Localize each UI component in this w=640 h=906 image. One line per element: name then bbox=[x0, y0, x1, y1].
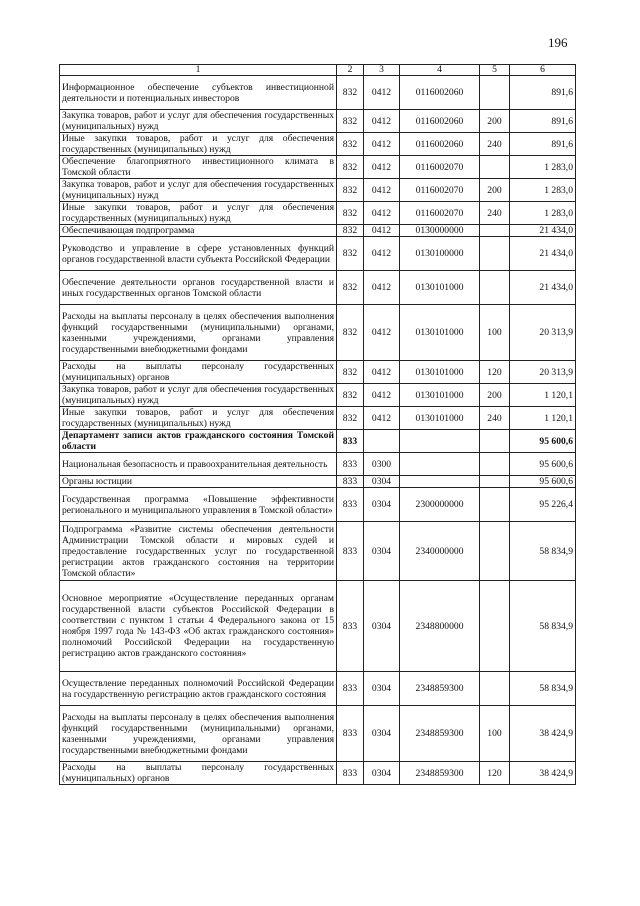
row-col4-cell: 2348800000 bbox=[400, 581, 480, 672]
row-name-cell: Органы юстиции bbox=[60, 476, 337, 488]
row-name-cell: Национальная безопасность и правоохранительная деятельность bbox=[60, 453, 337, 476]
row-amount-cell: 1 283,0 bbox=[510, 179, 576, 202]
row-col5-cell: 120 bbox=[480, 762, 510, 785]
header-row bbox=[60, 65, 576, 76]
table-row bbox=[60, 672, 576, 706]
row-col2-cell: 832 bbox=[337, 76, 364, 110]
row-name-cell: Расходы на выплаты персоналу в целях обеспечения выполнения функций государственными (муниципальными) органами, казенными учреждениями, органами управления государственными внебюджетными фондами bbox=[60, 305, 337, 361]
header-col-4: 4 bbox=[400, 65, 480, 76]
row-name-cell: Иные закупки товаров, работ и услуг для обеспечения государственных (муниципальных) нужд bbox=[60, 407, 337, 430]
table-row bbox=[60, 179, 576, 202]
table-row bbox=[60, 305, 576, 361]
row-col2-cell: 832 bbox=[337, 225, 364, 237]
table-row bbox=[60, 453, 576, 476]
row-col4-cell: 2348859300 bbox=[400, 706, 480, 762]
row-col3-cell: 0412 bbox=[364, 110, 400, 133]
row-col2-cell: 833 bbox=[337, 476, 364, 488]
row-col3-cell: 0304 bbox=[364, 762, 400, 785]
row-name-cell: Государственная программа «Повышение эффективности регионального и муниципального управления в Томской области» bbox=[60, 488, 337, 522]
row-col4-cell: 2300000000 bbox=[400, 488, 480, 522]
row-name-cell: Расходы на выплаты персоналу государственных (муниципальных) органов bbox=[60, 762, 337, 785]
row-col3-cell: 0412 bbox=[364, 305, 400, 361]
row-col5-cell bbox=[480, 76, 510, 110]
row-col5-cell bbox=[480, 522, 510, 581]
table-row bbox=[60, 361, 576, 384]
row-col4-cell: 0116002060 bbox=[400, 133, 480, 156]
row-amount-cell: 21 434,0 bbox=[510, 271, 576, 305]
row-amount-cell: 20 313,9 bbox=[510, 305, 576, 361]
row-col4-cell bbox=[400, 430, 480, 453]
row-amount-cell: 1 120,1 bbox=[510, 384, 576, 407]
table-row bbox=[60, 430, 576, 453]
row-col4-cell: 0130101000 bbox=[400, 271, 480, 305]
row-col2-cell: 832 bbox=[337, 156, 364, 179]
row-col4-cell: 2348859300 bbox=[400, 762, 480, 785]
row-col5-cell: 240 bbox=[480, 202, 510, 225]
row-col3-cell: 0300 bbox=[364, 453, 400, 476]
row-col3-cell: 0304 bbox=[364, 672, 400, 706]
row-col2-cell: 833 bbox=[337, 488, 364, 522]
row-name-cell: Осуществление переданных полномочий Российской Федерации на государственную регистрацию актов гражданского состояния bbox=[60, 672, 337, 706]
table-row bbox=[60, 488, 576, 522]
row-col2-cell: 832 bbox=[337, 361, 364, 384]
row-col2-cell: 833 bbox=[337, 522, 364, 581]
row-col5-cell bbox=[480, 581, 510, 672]
budget-table bbox=[59, 64, 576, 785]
row-col3-cell: 0304 bbox=[364, 581, 400, 672]
row-amount-cell: 58 834,9 bbox=[510, 522, 576, 581]
table-row bbox=[60, 202, 576, 225]
row-amount-cell: 20 313,9 bbox=[510, 361, 576, 384]
row-amount-cell: 38 424,9 bbox=[510, 762, 576, 785]
row-col4-cell: 0130100000 bbox=[400, 237, 480, 271]
row-name-cell: Иные закупки товаров, работ и услуг для обеспечения государственных (муниципальных) нужд bbox=[60, 133, 337, 156]
row-col5-cell: 240 bbox=[480, 407, 510, 430]
row-col2-cell: 832 bbox=[337, 179, 364, 202]
row-col3-cell: 0412 bbox=[364, 225, 400, 237]
header-col-2: 2 bbox=[337, 65, 364, 76]
header-col-6: 6 bbox=[510, 65, 576, 76]
table-row bbox=[60, 581, 576, 672]
row-name-cell: Расходы на выплаты персоналу в целях обеспечения выполнения функций государственными (муниципальными) органами, казенными учреждениями, органами управления государственными внебюджетными фондами bbox=[60, 706, 337, 762]
row-name-cell: Закупка товаров, работ и услуг для обеспечения государственных (муниципальных) нужд bbox=[60, 384, 337, 407]
row-col2-cell: 832 bbox=[337, 110, 364, 133]
row-col2-cell: 833 bbox=[337, 581, 364, 672]
row-col3-cell: 0412 bbox=[364, 271, 400, 305]
row-col3-cell: 0412 bbox=[364, 76, 400, 110]
row-col4-cell: 0130101000 bbox=[400, 361, 480, 384]
row-col5-cell bbox=[480, 237, 510, 271]
row-col4-cell: 0116002060 bbox=[400, 110, 480, 133]
row-col2-cell: 833 bbox=[337, 672, 364, 706]
row-col5-cell bbox=[480, 488, 510, 522]
row-col3-cell: 0304 bbox=[364, 522, 400, 581]
row-col3-cell: 0304 bbox=[364, 476, 400, 488]
header-col-1: 1 bbox=[60, 65, 337, 76]
row-col3-cell: 0412 bbox=[364, 202, 400, 225]
row-col2-cell: 833 bbox=[337, 453, 364, 476]
row-col3-cell: 0412 bbox=[364, 237, 400, 271]
row-col2-cell: 832 bbox=[337, 271, 364, 305]
row-amount-cell: 21 434,0 bbox=[510, 225, 576, 237]
row-name-cell: Закупка товаров, работ и услуг для обеспечения государственных (муниципальных) нужд bbox=[60, 110, 337, 133]
row-name-cell: Подпрограмма «Развитие системы обеспечения деятельности Администрации Томской области и мировых судей и предоставление государственных услуг по государственной регистрации актов гражданского состояния на территории Томской области» bbox=[60, 522, 337, 581]
row-amount-cell: 891,6 bbox=[510, 133, 576, 156]
row-col5-cell: 240 bbox=[480, 133, 510, 156]
row-col3-cell: 0412 bbox=[364, 384, 400, 407]
row-col4-cell: 0130101000 bbox=[400, 384, 480, 407]
row-col2-cell: 832 bbox=[337, 407, 364, 430]
row-name-cell: Информационное обеспечение субъектов инвестиционной деятельности и потенциальных инвесторов bbox=[60, 76, 337, 110]
row-amount-cell: 891,6 bbox=[510, 76, 576, 110]
row-col4-cell: 0116002070 bbox=[400, 202, 480, 225]
row-col3-cell: 0412 bbox=[364, 156, 400, 179]
row-col2-cell: 832 bbox=[337, 384, 364, 407]
row-col2-cell: 832 bbox=[337, 237, 364, 271]
row-col5-cell bbox=[480, 271, 510, 305]
row-col2-cell: 832 bbox=[337, 133, 364, 156]
table-row bbox=[60, 110, 576, 133]
table-row bbox=[60, 225, 576, 237]
table-row bbox=[60, 706, 576, 762]
row-amount-cell: 38 424,9 bbox=[510, 706, 576, 762]
table-row bbox=[60, 133, 576, 156]
table-row bbox=[60, 76, 576, 110]
row-amount-cell: 21 434,0 bbox=[510, 237, 576, 271]
page-number: 196 bbox=[548, 35, 568, 50]
row-name-cell: Закупка товаров, работ и услуг для обеспечения государственных (муниципальных) нужд bbox=[60, 179, 337, 202]
row-name-cell: Иные закупки товаров, работ и услуг для обеспечения государственных (муниципальных) нужд bbox=[60, 202, 337, 225]
row-col5-cell bbox=[480, 476, 510, 488]
row-amount-cell: 1 283,0 bbox=[510, 202, 576, 225]
table-row bbox=[60, 762, 576, 785]
row-col4-cell: 0130000000 bbox=[400, 225, 480, 237]
row-col4-cell: 0116002070 bbox=[400, 179, 480, 202]
row-col4-cell: 0116002070 bbox=[400, 156, 480, 179]
row-col3-cell: 0412 bbox=[364, 407, 400, 430]
row-col5-cell: 120 bbox=[480, 361, 510, 384]
row-name-cell: Обеспечение благоприятного инвестиционного климата в Томской области bbox=[60, 156, 337, 179]
row-col3-cell: 0412 bbox=[364, 133, 400, 156]
row-col2-cell: 833 bbox=[337, 706, 364, 762]
table-row bbox=[60, 384, 576, 407]
row-amount-cell: 891,6 bbox=[510, 110, 576, 133]
row-col3-cell: 0304 bbox=[364, 706, 400, 762]
row-col5-cell: 200 bbox=[480, 179, 510, 202]
row-col5-cell bbox=[480, 430, 510, 453]
table-row bbox=[60, 237, 576, 271]
table-row bbox=[60, 271, 576, 305]
row-col5-cell: 100 bbox=[480, 706, 510, 762]
row-col5-cell bbox=[480, 453, 510, 476]
row-amount-cell: 95 600,6 bbox=[510, 476, 576, 488]
table-row bbox=[60, 156, 576, 179]
row-col4-cell: 0116002060 bbox=[400, 76, 480, 110]
row-amount-cell: 1 283,0 bbox=[510, 156, 576, 179]
row-col5-cell bbox=[480, 225, 510, 237]
row-col3-cell: 0304 bbox=[364, 488, 400, 522]
table-row bbox=[60, 522, 576, 581]
row-col2-cell: 833 bbox=[337, 430, 364, 453]
row-amount-cell: 95 226,4 bbox=[510, 488, 576, 522]
row-col4-cell bbox=[400, 476, 480, 488]
row-col2-cell: 832 bbox=[337, 202, 364, 225]
table-body bbox=[60, 76, 576, 785]
row-amount-cell: 1 120,1 bbox=[510, 407, 576, 430]
row-col5-cell: 200 bbox=[480, 110, 510, 133]
row-name-cell: Руководство и управление в сфере установленных функций органов государственной власти субъекта Российской Федерации bbox=[60, 237, 337, 271]
row-amount-cell: 58 834,9 bbox=[510, 581, 576, 672]
row-amount-cell: 95 600,6 bbox=[510, 430, 576, 453]
row-name-cell: Обеспечение деятельности органов государственной власти и иных государственных органов Томской области bbox=[60, 271, 337, 305]
row-col5-cell: 200 bbox=[480, 384, 510, 407]
row-col4-cell bbox=[400, 453, 480, 476]
row-amount-cell: 58 834,9 bbox=[510, 672, 576, 706]
row-col4-cell: 0130101000 bbox=[400, 305, 480, 361]
table-row bbox=[60, 476, 576, 488]
row-name-cell: Основное мероприятие «Осуществление переданных органам государственной власти субъектов Российской Федерации в соответствии с пунктом 1 статьи 4 Федерального закона от 15 ноября 1997 года № 143-ФЗ «Об актах гражданского состояния» полномочий Российской Федерации на государственную регистрацию актов гражданского состояния» bbox=[60, 581, 337, 672]
row-col5-cell bbox=[480, 672, 510, 706]
row-name-cell: Департамент записи актов гражданского состояния Томской области bbox=[60, 430, 337, 453]
row-name-cell: Расходы на выплаты персоналу государственных (муниципальных) органов bbox=[60, 361, 337, 384]
row-col3-cell: 0412 bbox=[364, 179, 400, 202]
row-name-cell: Обеспечивающая подпрограмма bbox=[60, 225, 337, 237]
row-col4-cell: 0130101000 bbox=[400, 407, 480, 430]
table-row bbox=[60, 407, 576, 430]
row-col2-cell: 833 bbox=[337, 762, 364, 785]
row-col5-cell bbox=[480, 156, 510, 179]
row-col4-cell: 2348859300 bbox=[400, 672, 480, 706]
header-col-5: 5 bbox=[480, 65, 510, 76]
header-col-3: 3 bbox=[364, 65, 400, 76]
row-col4-cell: 2340000000 bbox=[400, 522, 480, 581]
row-col2-cell: 832 bbox=[337, 305, 364, 361]
row-col5-cell: 100 bbox=[480, 305, 510, 361]
row-amount-cell: 95 600,6 bbox=[510, 453, 576, 476]
row-col3-cell: 0412 bbox=[364, 361, 400, 384]
row-col3-cell bbox=[364, 430, 400, 453]
